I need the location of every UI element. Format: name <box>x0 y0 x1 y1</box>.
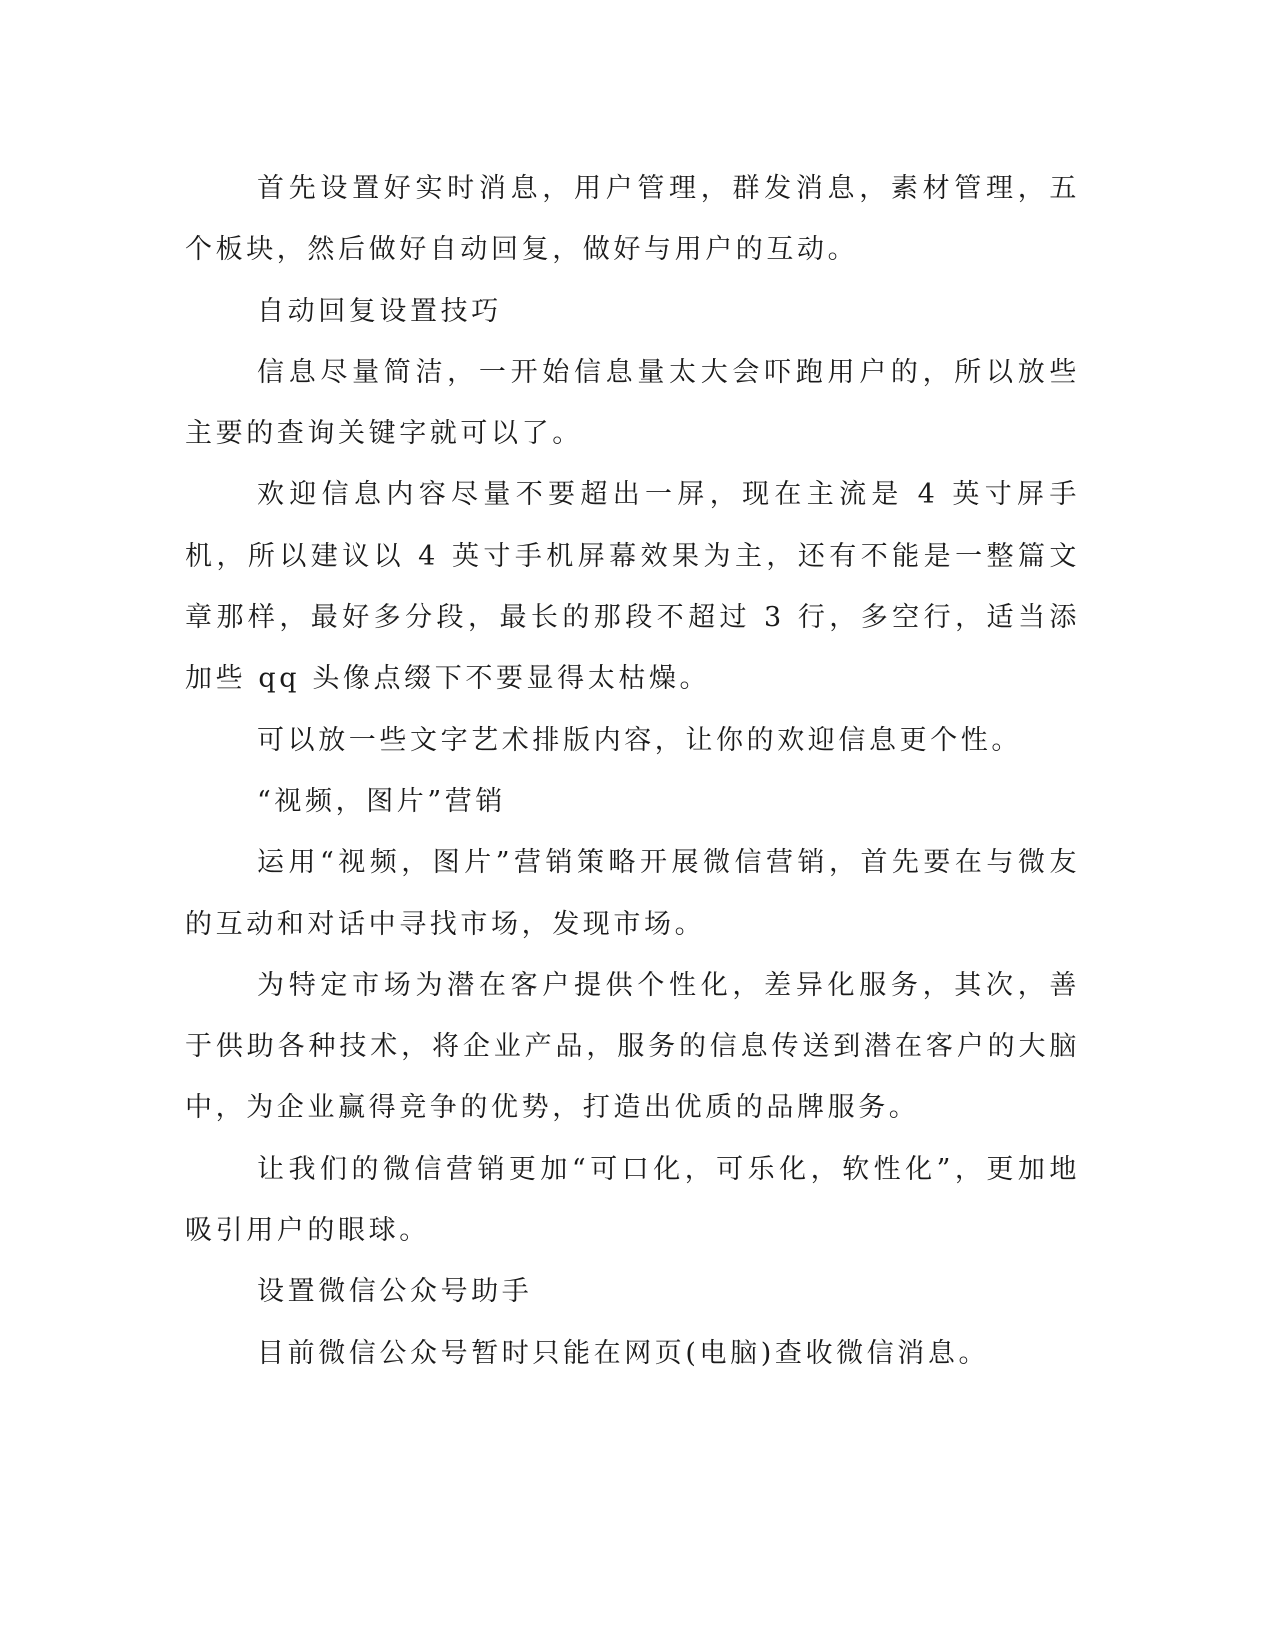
document-body <box>185 158 1080 1384</box>
paragraph-1: 首先设置好实时消息，用户管理，群发消息，素材管理，五个板块，然后做好自动回复，做好与用户的互动。 <box>185 173 1080 266</box>
section-heading-assistant: 设置微信公众号助手 <box>257 1276 533 1308</box>
section-heading-auto-reply: 自动回复设置技巧 <box>257 295 502 327</box>
paragraph-5: 运用“视频，图片”营销策略开展微信营销，首先要在与微友的互动和对话中寻找市场，发现市场。 <box>185 847 1080 940</box>
paragraph-4: 可以放一些文字艺术排版内容，让你的欢迎信息更个性。 <box>257 724 1022 756</box>
paragraph-7: 让我们的微信营销更加“可口化，可乐化，软性化”，更加地吸引用户的眼球。 <box>185 1153 1080 1247</box>
paragraph-2: 信息尽量简洁，一开始信息量太大会吓跑用户的，所以放些主要的查询关键字就可以了。 <box>185 356 1080 450</box>
section-heading-video-image: “视频，图片”营销 <box>257 785 507 817</box>
paragraph-6: 为特定市场为潜在客户提供个性化，差异化服务，其次，善于供助各种技术，将企业产品，服务的信息传送到潜在客户的大脑中，为企业赢得竞争的优势，打造出优质的品牌服务。 <box>185 969 1080 1124</box>
paragraph-8: 目前微信公众号暂时只能在网页(电脑)查收微信消息。 <box>257 1337 990 1369</box>
paragraph-3: 欢迎信息内容尽量不要超出一屏，现在主流是 4 英寸屏手机，所以建议以 4 英寸手机屏幕效果为主，还有不能是一整篇文章那样，最好多分段，最长的那段不超过 3 行，多空行，适当添加些 qq 头像点缀下不要显得太枯燥。 <box>185 479 1080 695</box>
